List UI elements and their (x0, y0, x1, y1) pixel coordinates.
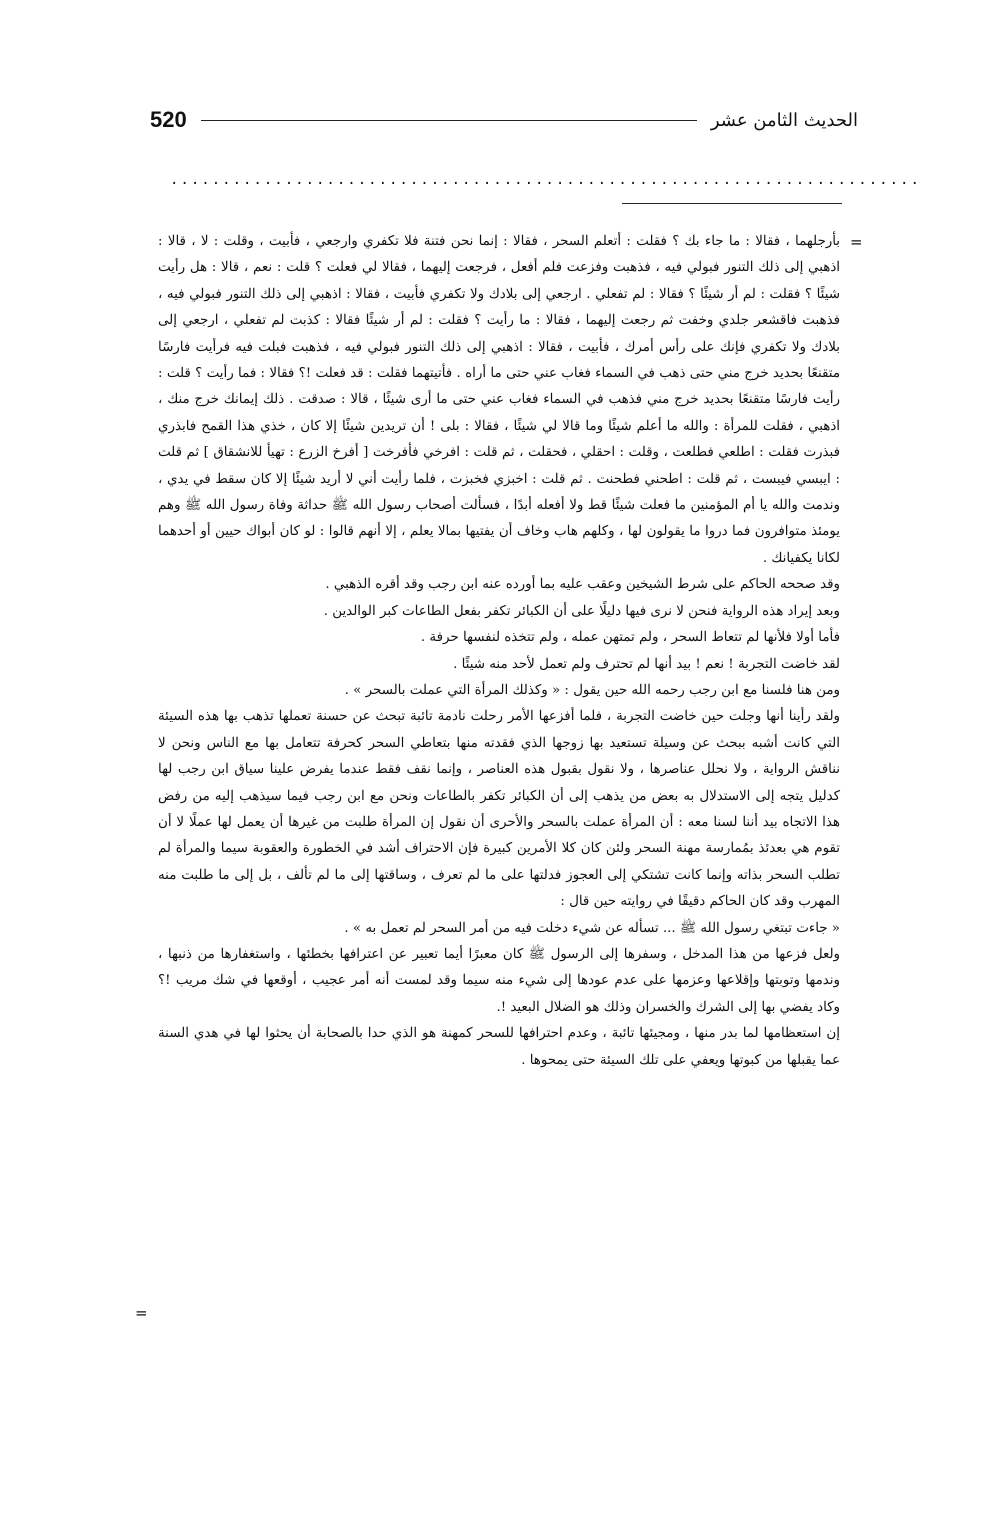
paragraph: ولعل فزعها من هذا المدخل ، وسفرها إلى الرسول ﷺ كان معبرًا أيما تعبير عن اعترافها بخطئها ، واستغفارها من ذنبها ، وندمها وتوبتها وإقلاعها وعزمها على عدم عودها إلى شيء منه سيما وقد لمست أنه أمر عجيب ، أوقعها في شك مريب !؟ وكاد يفضي بها إلى الشرك والخسران وذلك هو الضلال البعيد !. (158, 946, 840, 1015)
paragraph: « جاءت تبتغي رسول الله ﷺ ... تسأله عن شيء دخلت فيه من أمر السحر لم تعمل به » . (344, 920, 840, 936)
body-text (158, 229, 840, 1074)
paragraph: بأرجلهما ، فقالا : ما جاء بك ؟ فقلت : أتعلم السحر ، فقالا : إنما نحن فتنة فلا تكفري وارجعي ، فأبيت ، وقلت : لا ، قالا : اذهبي إلى ذلك التنور فبولي فيه ، فذهبت وفزعت فلم أفعل ، فرجعت إليهما ، فقالا لي فعلت ؟ قلت : نعم ، قالا : هل رأيت شيئًا ؟ فقلت : لم أر شيئًا ؟ فقالا : لم تفعلي . ارجعي إلى بلادك ولا تكفري فأبيت ، فقالا : اذهبي إلى ذلك التنور فبولي فيه ، فذهبت فاقشعر جلدي وخفت ثم رجعت إليهما ، فقالا : ما رأيت ؟ فقلت : لم أر شيئًا فقالا : كذبت لم تفعلي ، ارجعي إلى بلادك ولا تكفري فإنك على رأس أمرك ، فأبيت ، فقالا : اذهبي إلى ذلك التنور فبولي فيه ، فذهبت فبلت فيه فرأيت فارسًا متقنعًا بحديد خرج مني حتى ذهب في السماء فغاب عني حتى ما أراه . فأتيتهما فقلت : قد فعلت !؟ فقالا : فما رأيت ؟ قلت : رأيت فارسًا متقنعًا بحديد خرج مني فذهب في السماء فغاب عني حتى ما أرى شيئًا ، قالا : صدقت . ذلك إيمانك خرج منك ، اذهبي ، فقلت للمرأة : والله ما أعلم شيئًا وما قالا لي شيئًا ، فقالا : بلى ! أن تريدين شيئًا إلا كان ، خذي هذا القمح فابذري فبذرت فقلت : اطلعي فطلعت ، وقلت : احقلي ، فحقلت ، ثم قلت : افرخي فأفرخت [ أفرخ الزرع : تهيأ للانشقاق ] ثم قلت : ايبسي فيبست ، ثم قلت : اطحني فطحنت . ثم قلت : اخبزي فخبزت ، فلما رأيت أني لا أريد شيئًا إلا كان سقط في يدي ، وندمت والله يا أم المؤمنين ما فعلت شيئًا قط ولا أفعله أبدًا ، فسألت أصحاب رسول الله ﷺ حداثة وفاة رسول الله ﷺ وهم يومئذ متوافرون فما دروا ما يقولون لها ، وكلهم هاب وخاف أن يفتيها بمالا يعلم ، إلا أنهم قالوا : لو كان أبواك حيين أو أحدهما لكانا يكفيانك . (158, 234, 840, 566)
footnote-rule (622, 203, 842, 204)
page-number: 520 (150, 107, 187, 132)
continuation-mark-top: = (850, 233, 863, 251)
dotted-separator: ........................................................................ (170, 172, 921, 188)
paragraph: ولقد رأينا أنها وجلت حين خاضت التجربة ، فلما أفزعها الأمر رحلت نادمة تائبة تبحث عن حسنة تعملها تذهب بها هذه السيئة التي كانت أشبه ببحث عن وسيلة تستعيد بها زوجها الذي فقدته منها بتعاطي السحر كحرفة تتعامل بها مع الناس ونحن لا نناقش الرواية ، ولا نحلل عناصرها ، ولا نقول بقبول هذه العناصر ، وإنما نقف فقط عندما يفرض علينا سياق ابن رجب لها كدليل يتجه إلى الاستدلال به بعض من يذهب إلى أن الكبائر تكفر بالطاعات ونحن مع ابن رجب فيما سيذهب إليه من رفض هذا الاتجاه بيد أننا لسنا معه : أن المرأة عملت بالسحر والأحرى أن نقول إن المرأة طلبت من غيرها أن يعمل لها عملًا لا أن تقوم هي بعدئذ بمُمارسة مهنة السحر ولئن كان كلا الأمرين كبيرة فإن الاحتراف أشد في الخطورة والعقوبة سيما والمرأة لم تطلب السحر بذاته وإنما كانت تشتكي إلى العجوز فدلتها على ما لم تعرف ، وساقتها إلى ما لم تألف ، بل إلى ما طلبت منه المهرب وقد كان الحاكم دقيقًا في روايته حين قال : (158, 709, 840, 910)
header-rule (201, 120, 697, 121)
paragraph: وبعد إيراد هذه الرواية فنحن لا نرى فيها دليلًا على أن الكبائر تكفر بفعل الطاعات كبر الوالدين . (323, 603, 840, 619)
chapter-title: الحديث الثامن عشر (710, 109, 858, 131)
continuation-mark-bottom: = (135, 1304, 148, 1322)
page-header (150, 100, 858, 140)
paragraph: إن استعظامها لما بدر منها ، ومجيئها تائبة ، وعدم احترافها للسحر كمهنة هو الذي حدا بالصحابة أن يحثوا لها في هدي السنة عما يقبلها من كبوتها ويعفي على تلك السيئة حتى يمحوها . (158, 1026, 840, 1068)
paragraph: ومن هنا فلسنا مع ابن رجب رحمه الله حين يقول : « وكذلك المرأة التي عملت بالسحر » . (344, 682, 840, 698)
paragraph: لقد خاضت التجربة ! نعم ! بيد أنها لم تحترف ولم تعمل لأحد منه شيئًا . (453, 656, 840, 672)
paragraph: فأما أولا فلأنها لم تتعاط السحر ، ولم تمتهن عمله ، ولم تتخذه لنفسها حرفة . (420, 630, 840, 646)
paragraph: وقد صححه الحاكم على شرط الشيخين وعقب عليه بما أورده عنه ابن رجب وقد أقره الذهبي . (325, 577, 840, 593)
